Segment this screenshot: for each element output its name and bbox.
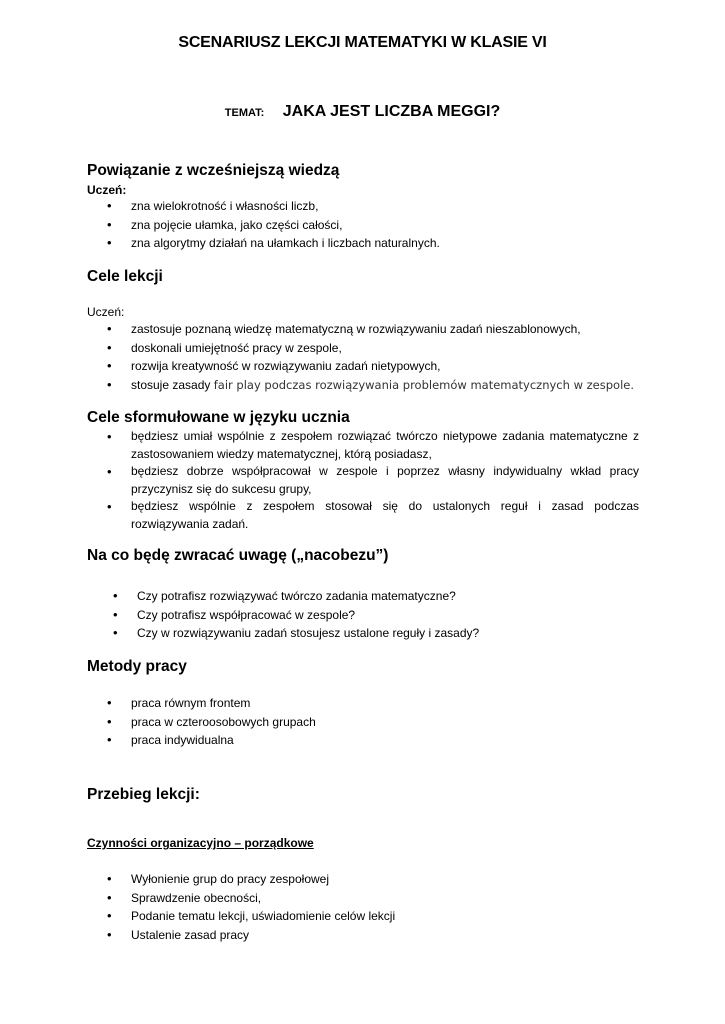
lesson-topic [0, 103, 725, 121]
list-item: • zastosuje poznaną wiedzę matematyczną w rozwiązywaniu zadań nieszablonowych, [107, 320, 647, 339]
list-item: • doskonali umiejętność pracy w zespole, [107, 339, 647, 358]
list-item: • Czy w rozwiązywaniu zadań stosujesz ustalone reguły i zasady? [113, 624, 653, 643]
list-item: • praca indywidualna [107, 731, 647, 750]
list-item: • praca w czteroosobowych grupach [107, 713, 647, 732]
lesson-flow-list [107, 870, 647, 944]
student-goals-list [107, 428, 639, 534]
nacobezu-list [113, 587, 653, 643]
topic-value: JAKA JEST LICZBA MEGGI? [282, 103, 501, 120]
prior-knowledge-list [107, 197, 647, 253]
organizational-subheading: Czynności organizacyjno – porządkowe [87, 836, 314, 850]
list-item: • zna wielokrotność i własności liczb, [107, 197, 647, 216]
student-goals-heading: Cele sformułowane w języku ucznia [87, 409, 350, 426]
nacobezu-heading: Na co będę zwracać uwagę („nacobezu”) [87, 547, 389, 564]
prior-knowledge-student-label: Uczeń: [87, 183, 127, 197]
list-item: • rozwija kreatywność w rozwiązywaniu zadań nietypowych, [107, 357, 647, 376]
prior-knowledge-heading: Powiązanie z wcześniejszą wiedzą [87, 162, 340, 179]
list-item: • Sprawdzenie obecności, [107, 889, 647, 908]
list-item: • Ustalenie zasad pracy [107, 926, 647, 945]
lesson-flow-heading: Przebieg lekcji: [87, 786, 200, 803]
list-item: • Podanie tematu lekcji, uświadomienie celów lekcji [107, 907, 647, 926]
goals-heading: Cele lekcji [87, 268, 163, 285]
list-item: • Czy potrafisz rozwiązywać twórczo zadania matematyczne? [113, 587, 653, 606]
methods-list [107, 694, 647, 750]
document-title: SCENARIUSZ LEKCJI MATEMATYKI W KLASIE VI [178, 34, 547, 51]
list-item: • praca równym frontem [107, 694, 647, 713]
goals-student-label: Uczeń: [87, 305, 125, 319]
goal-last-start: stosuje zasady [131, 377, 211, 392]
list-item: • Czy potrafisz współpracować w zespole? [113, 606, 653, 625]
list-item: • będziesz wspólnie z zespołem stosował się do ustalonych reguł i zasad podczas rozwiązywania zadań. [107, 498, 639, 533]
list-item [107, 376, 647, 395]
list-item: • zna pojęcie ułamka, jako części całości, [107, 216, 647, 235]
goal-last-end: fair play podczas rozwiązywania problemów matematycznych w zespole. [213, 377, 635, 392]
topic-label: TEMAT: [224, 107, 265, 119]
list-item: • zna algorytmy działań na ułamkach i liczbach naturalnych. [107, 234, 647, 253]
list-item: • Wyłonienie grup do pracy zespołowej [107, 870, 647, 889]
list-item: • będziesz umiał wspólnie z zespołem rozwiązać twórczo nietypowe zadania matematyczne z zastosowaniem wiedzy matematycznej, którą posiadasz, [107, 428, 639, 463]
methods-heading: Metody pracy [87, 658, 187, 675]
list-item: • będziesz dobrze współpracował w zespole i poprzez własny indywidualny wkład pracy przyczynisz się do sukcesu grupy, [107, 463, 639, 498]
goals-list [107, 320, 647, 394]
